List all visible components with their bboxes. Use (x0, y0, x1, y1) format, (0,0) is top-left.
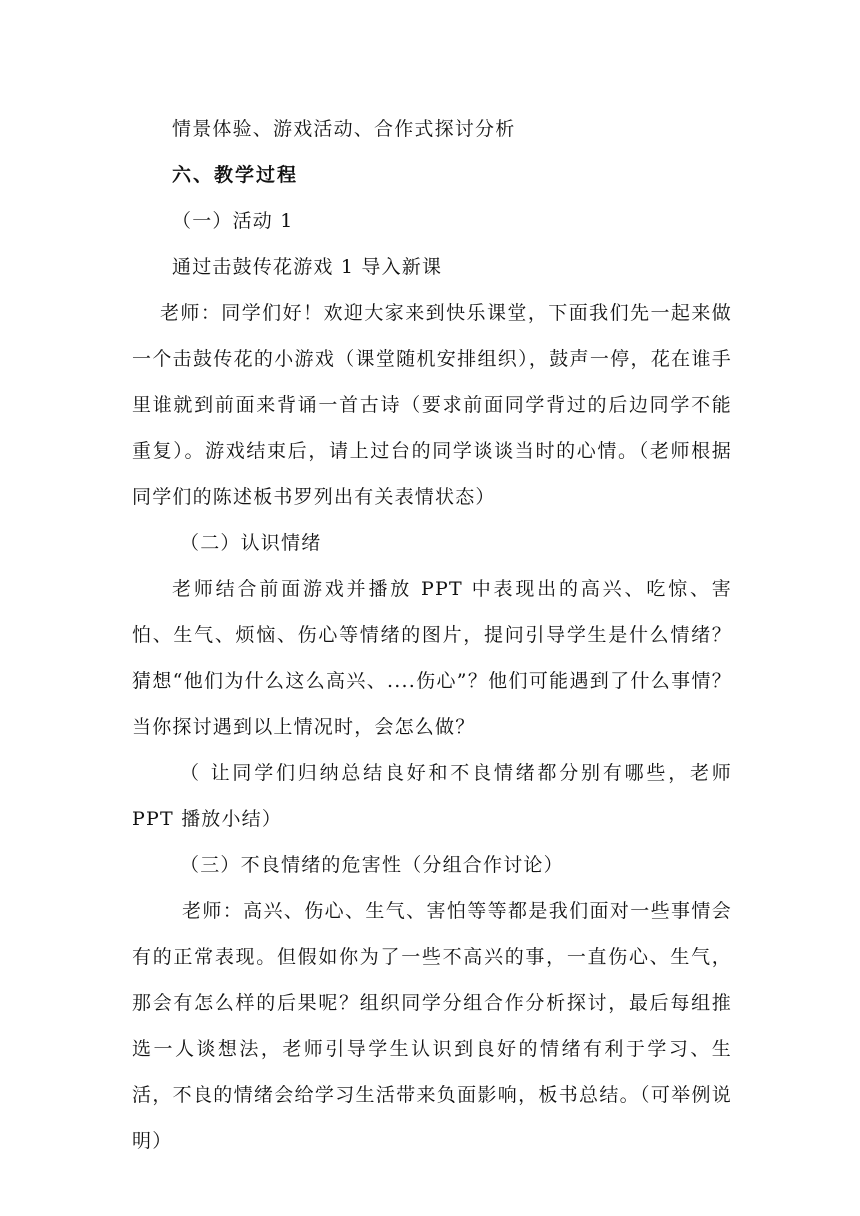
subheading-activity-1: （一）活动 1 (172, 210, 294, 232)
subheading-harm-of-negative-emotions: （三）不良情绪的危害性（分组合作讨论） (180, 854, 564, 876)
harm-discussion-paragraph: 老师：高兴、伤心、生气、害怕等等都是我们面对一些事情会有的正常表现。但假如你为了一些不高兴的事，一直伤心、生气，那会有怎么样的后果呢？组织同学分组合作分析探讨，最后每组推选一人谈想法，老师引导学生认识到良好的情绪有利于学习、生活，不良的情绪会给学习生活带来负面影响，板书总结。（可举例说明） (132, 900, 732, 1152)
subheading-recognize-emotions: （二）认识情绪 (180, 532, 322, 554)
teacher-dialogue-paragraph: 老师：同学们好！欢迎大家来到快乐课堂，下面我们先一起来做一个击鼓传花的小游戏（课堂随机安排组织），鼓声一停，花在谁手里谁就到前面来背诵一首古诗（要求前面同学背过的后边同学不能重复）。游戏结束后，请上过台的同学谈谈当时的心情。（老师根据同学们的陈述板书罗列出有关表情状态） (132, 302, 732, 508)
document-body (132, 106, 732, 1164)
summary-note-paragraph: （ 让同学们归纳总结良好和不良情绪都分别有哪些，老师 PPT 播放小结） (132, 762, 732, 830)
emotion-recognition-paragraph: 老师结合前面游戏并播放 PPT 中表现出的高兴、吃惊、害怕、生气、烦恼、伤心等情绪的图片，提问引导学生是什么情绪？猜想“他们为什么这么高兴、....伤心”？他们可能遇到了什么事情？当你探讨遇到以上情况时，会怎么做？ (132, 578, 732, 738)
activity-1-intro: 通过击鼓传花游戏 1 导入新课 (172, 256, 443, 278)
section-heading-teaching-process: 六、教学过程 (172, 164, 299, 186)
teaching-methods-line: 情景体验、游戏活动、合作式探讨分析 (172, 118, 516, 140)
